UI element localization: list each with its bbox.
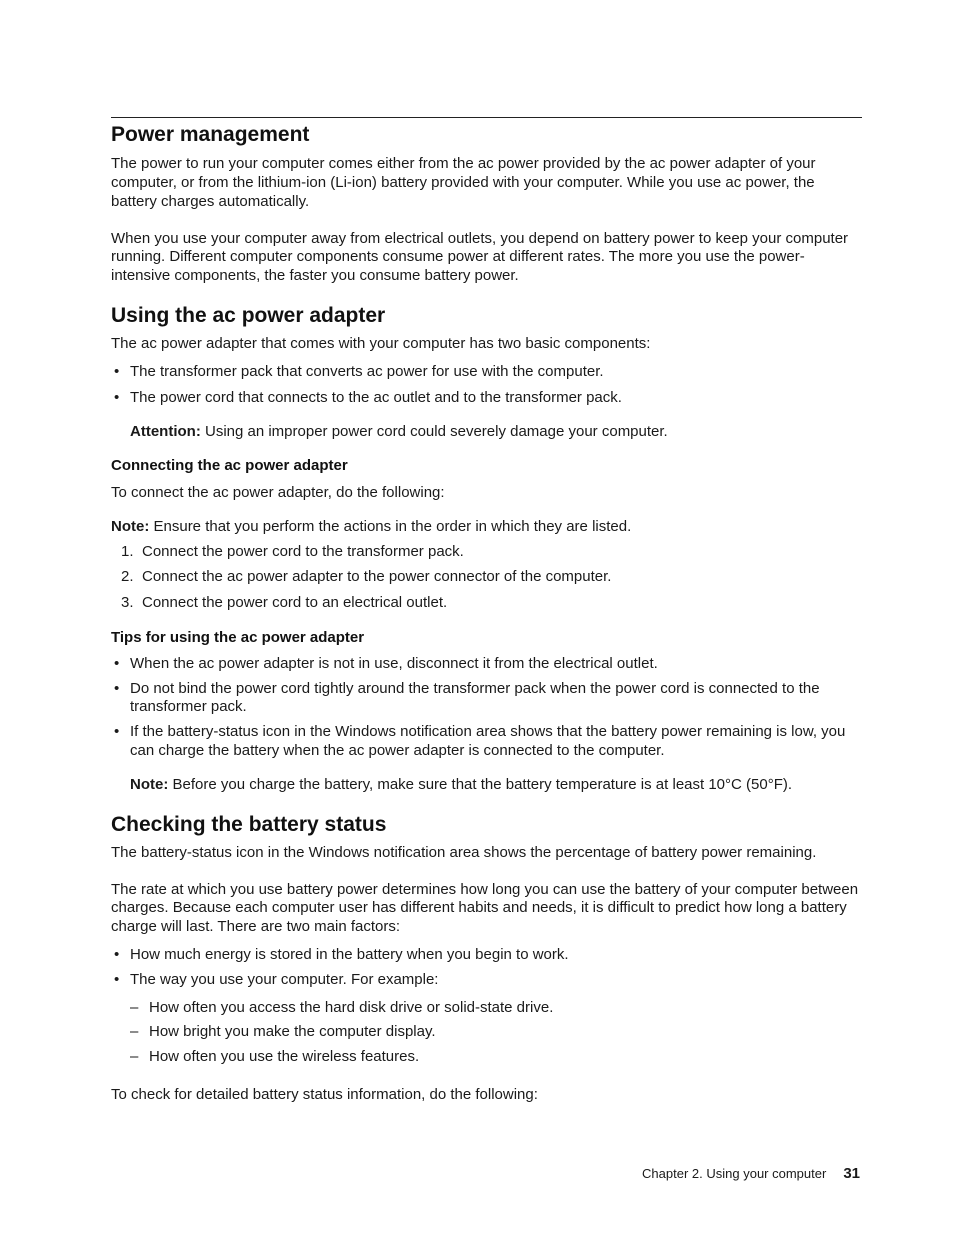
note-label: Note: <box>111 517 150 535</box>
note-text: Before you charge the battery, make sure that the battery temperature is at least 10°C (50°F). <box>172 775 793 793</box>
list-item: – How often you use the wireless features. <box>130 1048 420 1066</box>
heading-connecting-adapter: Connecting the ac power adapter <box>111 457 348 475</box>
tips-note <box>130 776 862 795</box>
heading-checking-battery: Checking the battery status <box>111 812 387 836</box>
battery-paragraph-1: The battery-status icon in the Windows notification area shows the percentage of battery power remaining. <box>111 843 817 861</box>
adapter-intro: The ac power adapter that comes with your computer has two basic components: <box>111 335 651 353</box>
list-item: – How bright you make the computer display. <box>130 1023 436 1041</box>
chapter-label: Chapter 2. Using your computer <box>642 1166 827 1181</box>
page-footer <box>642 1165 860 1182</box>
connect-intro: To connect the ac power adapter, do the following: <box>111 484 445 502</box>
tips-list <box>111 655 862 761</box>
heading-tips-adapter: Tips for using the ac power adapter <box>111 629 365 647</box>
connect-note <box>111 518 862 537</box>
note-text: Ensure that you perform the actions in the order in which they are listed. <box>153 517 632 535</box>
step-item: 1. Connect the power cord to the transformer pack. <box>121 542 464 560</box>
list-item: • The transformer pack that converts ac power for use with the computer. <box>114 362 604 380</box>
list-item: – How often you access the hard disk drive or solid-state drive. <box>130 998 554 1016</box>
power-paragraph-2: When you use your computer away from electrical outlets, you depend on battery power to keep your computer running. Different computer components consume power at different rates. The more you use the power-intensive components, the faster you consume battery power. <box>111 229 849 285</box>
step-item: 3. Connect the power cord to an electrical outlet. <box>121 594 448 612</box>
heading-using-ac-adapter: Using the ac power adapter <box>111 303 386 327</box>
step-item: 2. Connect the ac power adapter to the power connector of the computer. <box>121 568 612 586</box>
battery-factors-list <box>111 946 862 990</box>
connect-steps-list <box>111 543 862 613</box>
list-item: • How much energy is stored in the battery when you begin to work. <box>114 945 569 963</box>
list-item: • When the ac power adapter is not in use, disconnect it from the electrical outlet. <box>114 654 658 672</box>
attention-label: Attention: <box>130 422 201 440</box>
battery-paragraph-2: The rate at which you use battery power determines how long you can use the battery of your computer between charges. Because each computer user has different habits and needs, it is difficult to predict how long a battery charge will last. There are two main factors: <box>111 880 859 936</box>
list-item: • Do not bind the power cord tightly around the transformer pack when the power cord is connected to the transformer pack. <box>114 679 820 716</box>
adapter-components-list <box>111 363 862 408</box>
list-item: • If the battery-status icon in the Windows notification area shows that the battery power remaining is low, you can charge the battery when the ac power adapter is connected to the computer. <box>114 723 846 760</box>
note-label: Note: <box>130 775 169 793</box>
page-number: 31 <box>843 1165 860 1182</box>
page-content <box>111 118 862 1105</box>
usage-examples-list <box>111 999 862 1067</box>
battery-paragraph-3: To check for detailed battery status information, do the following: <box>111 1085 538 1103</box>
attention-text: Using an improper power cord could severely damage your computer. <box>204 422 668 440</box>
attention-note <box>130 423 862 442</box>
list-item: • The way you use your computer. For example: <box>114 970 439 988</box>
power-paragraph-1: The power to run your computer comes either from the ac power provided by the ac power adapter of your computer, or from the lithium-ion (Li-ion) battery provided with your computer. While you use ac power, the battery charges automatically. <box>111 155 816 210</box>
list-item: • The power cord that connects to the ac outlet and to the transformer pack. <box>114 388 622 406</box>
heading-power-management: Power management <box>111 123 310 146</box>
